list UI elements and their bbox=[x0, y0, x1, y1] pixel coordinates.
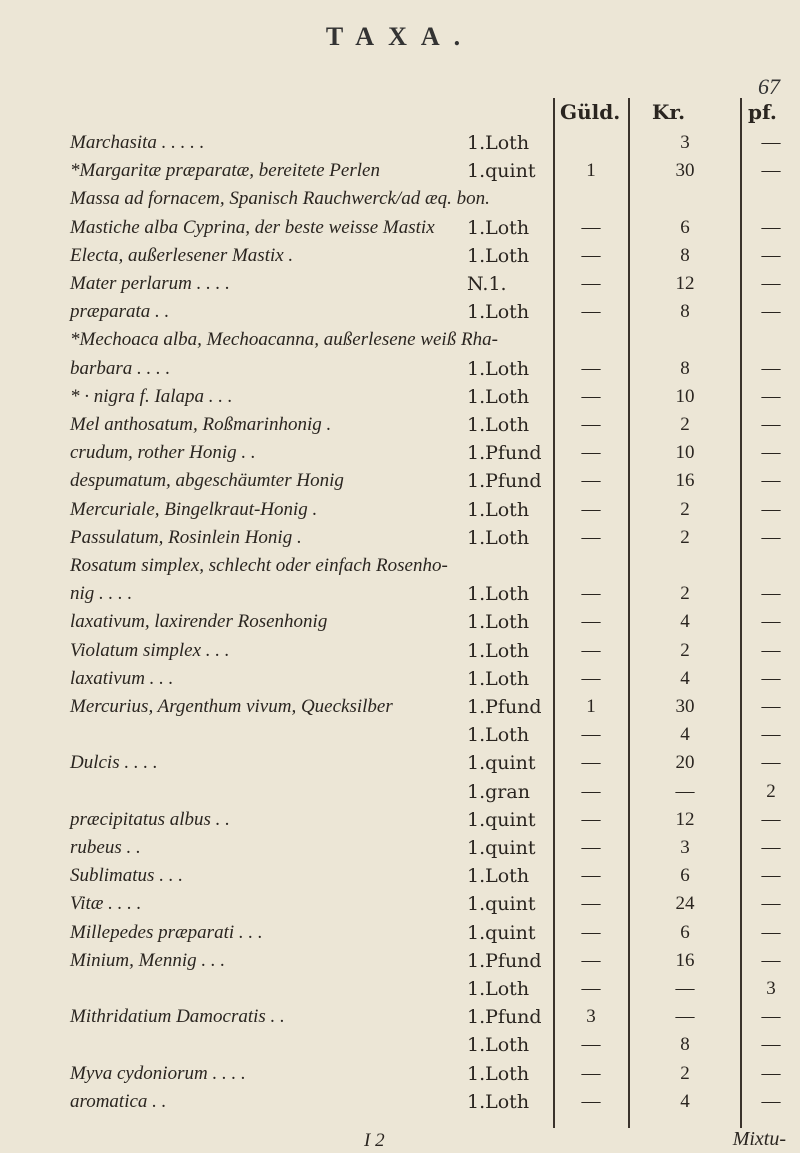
item-quantity: 1.quint bbox=[467, 921, 536, 944]
price-gulden: — bbox=[581, 1090, 601, 1112]
item-quantity: 1.Loth bbox=[467, 357, 530, 380]
item-description: Mercurius, Argenthum vivum, Quecksilber bbox=[70, 696, 393, 717]
item-description: Mastiche alba Cyprina, der beste weisse Mastix bbox=[70, 216, 435, 238]
price-kreuzer: 10 bbox=[675, 385, 695, 407]
item-quantity: 1.Loth bbox=[467, 583, 530, 606]
price-gulden: — bbox=[581, 385, 601, 407]
column-header-kreuzer: Kr. bbox=[652, 100, 686, 124]
item-quantity: 1.Loth bbox=[467, 611, 530, 634]
item-quantity: 1.quint bbox=[467, 837, 536, 859]
item-quantity: 1.gran bbox=[467, 780, 530, 803]
item-description: aromatica . . bbox=[70, 1090, 167, 1112]
item-description: *Margaritæ præparatæ, bereitete Perlen bbox=[70, 160, 380, 182]
price-kreuzer: — bbox=[675, 780, 695, 802]
item-description: Mithridatium Damocratis . . bbox=[70, 1006, 285, 1028]
price-pfennig: — bbox=[761, 244, 781, 266]
table-row bbox=[0, 1004, 800, 1030]
item-description: præparata . . bbox=[70, 301, 170, 323]
price-gulden: — bbox=[581, 244, 601, 266]
price-gulden: — bbox=[581, 498, 601, 520]
price-pfennig: — bbox=[761, 273, 781, 294]
item-description: Violatum simplex . . . bbox=[70, 639, 230, 661]
item-quantity: 1.Loth bbox=[467, 1062, 530, 1085]
column-header-pfennig: pf. bbox=[748, 100, 777, 124]
item-quantity: 1.Loth bbox=[467, 244, 530, 267]
price-gulden: — bbox=[581, 921, 601, 943]
table-row bbox=[0, 271, 800, 297]
table-row bbox=[0, 750, 800, 776]
table-row bbox=[0, 807, 800, 833]
price-pfennig: — bbox=[761, 385, 781, 407]
table-row bbox=[0, 638, 800, 664]
price-kreuzer: 6 bbox=[680, 865, 690, 887]
table-row bbox=[0, 1061, 800, 1087]
item-quantity: 1.Pfund bbox=[467, 1006, 542, 1029]
page-title: TAXA. bbox=[325, 22, 475, 51]
item-quantity: 1.Loth bbox=[467, 978, 530, 1000]
price-kreuzer: 3 bbox=[680, 132, 690, 153]
price-gulden: 1 bbox=[586, 696, 596, 717]
item-description: Passulatum, Rosinlein Honig . bbox=[70, 526, 302, 548]
catchword: Mixtu- bbox=[732, 1128, 786, 1150]
price-pfennig: — bbox=[761, 1090, 781, 1112]
item-quantity: 1.Loth bbox=[467, 132, 530, 154]
price-gulden: — bbox=[581, 639, 601, 661]
item-description: Mel anthosatum, Roßmarinhonig . bbox=[70, 414, 332, 435]
item-quantity: 1.Loth bbox=[467, 667, 530, 690]
price-gulden: — bbox=[581, 808, 601, 830]
item-quantity: 1.Loth bbox=[467, 724, 530, 747]
item-quantity: 1.Pfund bbox=[467, 470, 542, 493]
price-pfennig: — bbox=[761, 1062, 781, 1084]
price-gulden: — bbox=[581, 667, 601, 689]
item-quantity: 1.Pfund bbox=[467, 696, 542, 718]
price-pfennig: — bbox=[761, 132, 781, 153]
table-row bbox=[0, 694, 800, 720]
price-kreuzer: 8 bbox=[680, 357, 690, 379]
table-row bbox=[0, 243, 800, 269]
item-description: laxativum, laxirender Rosenhonig bbox=[70, 611, 328, 633]
price-kreuzer: 3 bbox=[680, 837, 690, 858]
price-kreuzer: 2 bbox=[680, 498, 690, 520]
item-description: crudum, rother Honig . . bbox=[70, 442, 256, 464]
table-row bbox=[0, 863, 800, 889]
price-gulden: — bbox=[581, 1062, 601, 1084]
table-row bbox=[0, 215, 800, 241]
price-kreuzer: 8 bbox=[680, 244, 690, 266]
table-row bbox=[0, 666, 800, 692]
column-header-gulden: Güld. bbox=[560, 100, 621, 124]
price-pfennig: — bbox=[761, 949, 781, 971]
item-description: Marchasita . . . . . bbox=[70, 132, 205, 153]
price-gulden: — bbox=[581, 273, 601, 294]
price-gulden: 1 bbox=[586, 160, 596, 182]
table-row bbox=[0, 779, 800, 805]
price-pfennig: — bbox=[761, 442, 781, 464]
price-gulden: — bbox=[581, 949, 601, 971]
item-quantity: 1.Loth bbox=[467, 498, 530, 521]
price-pfennig: — bbox=[761, 639, 781, 661]
item-quantity: 1.Loth bbox=[467, 639, 530, 662]
price-kreuzer: 16 bbox=[675, 949, 695, 971]
price-kreuzer: 8 bbox=[680, 301, 690, 323]
item-quantity: 1.Loth bbox=[467, 414, 530, 436]
table-row bbox=[0, 130, 800, 156]
price-kreuzer: 12 bbox=[675, 808, 695, 830]
item-description: laxativum . . . bbox=[70, 667, 174, 689]
price-pfennig: — bbox=[761, 357, 781, 379]
table-row bbox=[0, 440, 800, 466]
table-row bbox=[0, 920, 800, 946]
table-row bbox=[0, 948, 800, 974]
price-kreuzer: 6 bbox=[680, 216, 690, 238]
price-gulden: — bbox=[581, 414, 601, 435]
price-pfennig: — bbox=[761, 724, 781, 746]
table-row bbox=[0, 553, 800, 579]
item-description: *Mechoaca alba, Mechoacanna, außerlesene weiß Rha- bbox=[70, 329, 498, 351]
item-quantity: 1.Loth bbox=[467, 216, 530, 239]
item-quantity: 1.Loth bbox=[467, 865, 530, 888]
signature-mark: I 2 bbox=[364, 1130, 385, 1151]
price-kreuzer: 4 bbox=[680, 724, 690, 746]
price-pfennig: — bbox=[761, 611, 781, 633]
price-gulden: — bbox=[581, 893, 601, 915]
item-quantity: N.1. bbox=[467, 273, 507, 295]
price-pfennig: — bbox=[761, 1034, 781, 1056]
price-kreuzer: 2 bbox=[680, 414, 690, 435]
price-pfennig: 2 bbox=[766, 780, 776, 802]
table-row bbox=[0, 1032, 800, 1058]
table-row bbox=[0, 412, 800, 438]
price-pfennig: — bbox=[761, 1006, 781, 1028]
price-pfennig: — bbox=[761, 526, 781, 548]
item-quantity: 1.Loth bbox=[467, 526, 530, 549]
price-kreuzer: 16 bbox=[675, 470, 695, 492]
table-row bbox=[0, 722, 800, 748]
price-kreuzer: 2 bbox=[680, 583, 690, 605]
price-kreuzer: 24 bbox=[675, 893, 695, 915]
price-gulden: — bbox=[581, 216, 601, 238]
item-description: Vitæ . . . . bbox=[70, 893, 142, 915]
price-kreuzer: — bbox=[675, 978, 695, 999]
price-pfennig: — bbox=[761, 583, 781, 605]
page-number: 67 bbox=[758, 74, 780, 99]
item-quantity: 1.quint bbox=[467, 808, 536, 831]
price-kreuzer: 4 bbox=[680, 611, 690, 633]
item-description: nig . . . . bbox=[70, 583, 133, 605]
price-gulden: — bbox=[581, 752, 601, 774]
table-row bbox=[0, 976, 800, 1002]
item-quantity: 1.quint bbox=[467, 160, 536, 183]
item-quantity: 1.Pfund bbox=[467, 442, 542, 465]
price-pfennig: — bbox=[761, 160, 781, 182]
price-gulden: — bbox=[581, 470, 601, 492]
item-description: præcipitatus albus . . bbox=[70, 808, 230, 830]
price-gulden: — bbox=[581, 611, 601, 633]
table-row bbox=[0, 186, 800, 212]
item-quantity: 1.Loth bbox=[467, 1090, 530, 1113]
item-description: Myva cydoniorum . . . . bbox=[70, 1062, 246, 1084]
price-gulden: — bbox=[581, 301, 601, 323]
price-pfennig: — bbox=[761, 470, 781, 492]
table-row bbox=[0, 525, 800, 551]
price-kreuzer: 4 bbox=[680, 1090, 690, 1112]
price-gulden: — bbox=[581, 837, 601, 858]
price-gulden: — bbox=[581, 865, 601, 887]
price-kreuzer: 30 bbox=[675, 696, 695, 717]
table-row bbox=[0, 891, 800, 917]
table-row bbox=[0, 356, 800, 382]
table-row bbox=[0, 299, 800, 325]
price-gulden: — bbox=[581, 978, 601, 999]
price-kreuzer: 2 bbox=[680, 639, 690, 661]
price-gulden: 3 bbox=[586, 1006, 596, 1028]
item-description: Minium, Mennig . . . bbox=[70, 949, 226, 971]
price-pfennig: — bbox=[761, 808, 781, 830]
item-description: Mater perlarum . . . . bbox=[70, 273, 230, 294]
table-row bbox=[0, 158, 800, 184]
table-row bbox=[0, 1089, 800, 1115]
price-pfennig: — bbox=[761, 498, 781, 520]
table-row bbox=[0, 497, 800, 523]
price-gulden: — bbox=[581, 583, 601, 605]
price-pfennig: — bbox=[761, 837, 781, 858]
price-kreuzer: 8 bbox=[680, 1034, 690, 1056]
item-description: despumatum, abgeschäumter Honig bbox=[70, 470, 344, 492]
price-kreuzer: 30 bbox=[675, 160, 695, 182]
price-kreuzer: 2 bbox=[680, 526, 690, 548]
item-description: Rosatum simplex, schlecht oder einfach Rosenho- bbox=[70, 555, 448, 576]
item-description: Dulcis . . . . bbox=[70, 752, 158, 774]
item-quantity: 1.Pfund bbox=[467, 949, 542, 972]
table-row bbox=[0, 609, 800, 635]
item-description: * · nigra f. Ialapa . . . bbox=[70, 385, 233, 407]
price-kreuzer: 4 bbox=[680, 667, 690, 689]
item-quantity: 1.Loth bbox=[467, 301, 530, 324]
item-quantity: 1.Loth bbox=[467, 1034, 530, 1057]
item-description: barbara . . . . bbox=[70, 357, 171, 379]
table-row bbox=[0, 327, 800, 353]
price-pfennig: 3 bbox=[766, 978, 776, 999]
item-description: Millepedes præparati . . . bbox=[70, 921, 263, 943]
price-kreuzer: — bbox=[675, 1006, 695, 1028]
price-kreuzer: 6 bbox=[680, 921, 690, 943]
price-pfennig: — bbox=[761, 696, 781, 717]
price-gulden: — bbox=[581, 780, 601, 802]
price-kreuzer: 20 bbox=[675, 752, 695, 774]
price-pfennig: — bbox=[761, 301, 781, 323]
item-description: Massa ad fornacem, Spanisch Rauchwerck/ad æq. bon. bbox=[70, 188, 490, 210]
price-gulden: — bbox=[581, 724, 601, 746]
item-quantity: 1.quint bbox=[467, 893, 536, 916]
table-row bbox=[0, 835, 800, 861]
table-row bbox=[0, 581, 800, 607]
table-row bbox=[0, 468, 800, 494]
price-kreuzer: 2 bbox=[680, 1062, 690, 1084]
price-gulden: — bbox=[581, 357, 601, 379]
price-kreuzer: 12 bbox=[675, 273, 695, 294]
price-pfennig: — bbox=[761, 667, 781, 689]
price-pfennig: — bbox=[761, 865, 781, 887]
item-quantity: 1.quint bbox=[467, 752, 536, 775]
price-kreuzer: 10 bbox=[675, 442, 695, 464]
item-description: Electa, außerlesener Mastix . bbox=[70, 244, 294, 266]
price-gulden: — bbox=[581, 526, 601, 548]
price-pfennig: — bbox=[761, 893, 781, 915]
price-pfennig: — bbox=[761, 216, 781, 238]
item-description: Sublimatus . . . bbox=[70, 865, 183, 887]
price-gulden: — bbox=[581, 1034, 601, 1056]
item-quantity: 1.Loth bbox=[467, 385, 530, 408]
item-description: Mercuriale, Bingelkraut-Honig . bbox=[70, 498, 318, 520]
item-description: rubeus . . bbox=[70, 837, 141, 858]
table-row bbox=[0, 384, 800, 410]
price-pfennig: — bbox=[761, 414, 781, 435]
price-pfennig: — bbox=[761, 921, 781, 943]
price-pfennig: — bbox=[761, 752, 781, 774]
price-gulden: — bbox=[581, 442, 601, 464]
